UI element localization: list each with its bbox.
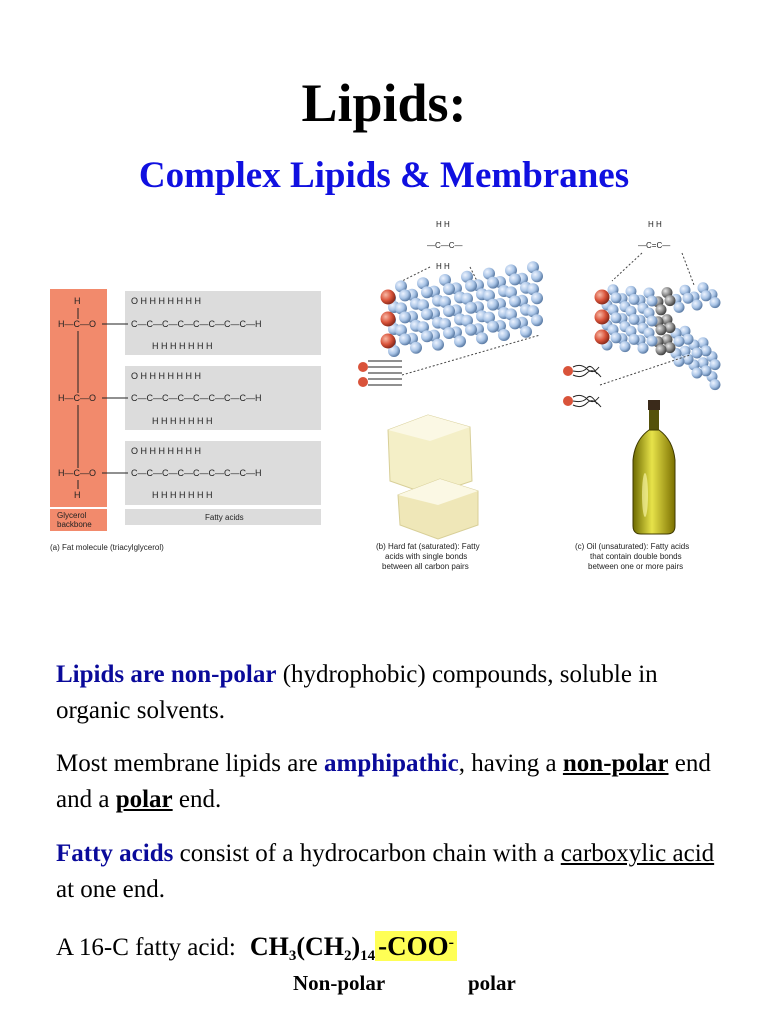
lipid-figure (0, 205, 768, 585)
caption-b-1: (b) Hard fat (saturated): Fatty (376, 542, 480, 551)
glycerol-row-1: H—C—O (58, 319, 96, 329)
carboxylic-acid-term: carboxylic acid (560, 840, 715, 867)
glycerol-row-3: H—C—O (58, 468, 96, 478)
bond-c-mid: —C=C— (638, 241, 671, 250)
fatty-acids-term: Fatty acids (56, 840, 174, 867)
p2-text-a: Most membrane lipids are (56, 750, 324, 777)
caption-b-2: acids with single bonds (385, 552, 468, 561)
paragraph-amphipathic (56, 746, 716, 818)
carboxylate-group: -COO- (375, 931, 457, 961)
bond-c-top: H H (648, 220, 662, 229)
fatty-acids-label: Fatty acids (205, 513, 244, 522)
bond-b-top: H H (436, 220, 450, 229)
chain1-h-row: H H H H H H H (152, 341, 213, 351)
hard-fat-block-icon (388, 415, 478, 539)
paragraph-nonpolar (56, 657, 716, 729)
nonpolar-term: non-polar (562, 750, 669, 777)
formula-label: A 16-C fatty acid: (56, 934, 236, 961)
lipid-figure-svg (0, 205, 768, 585)
caption-a: (a) Fat molecule (triacylglycerol) (50, 543, 164, 552)
formula-chain: $CH_3(CH_2)_{14}$ (249, 932, 376, 964)
page-title: Lipids: (301, 73, 467, 133)
glycerol-label-1: Glycerol (57, 511, 87, 520)
p3-text-a: consist of a hydrocarbon chain with a (173, 840, 561, 867)
glycerol-bottom-h: H (74, 490, 81, 500)
oil-bottle-icon (633, 400, 675, 534)
chain2-c-row: C—C—C—C—C—C—C—C—H (131, 393, 262, 403)
page-subtitle: Complex Lipids & Membranes (138, 155, 630, 196)
chain3-o-row: O H H H H H H H (131, 446, 202, 456)
p2-text-b: , having a (458, 750, 563, 777)
chain1-o-row: O H H H H H H H (131, 296, 202, 306)
caption-c-1: (c) Oil (unsaturated): Fatty acids (575, 542, 690, 551)
chain3-h-row: H H H H H H H (152, 490, 213, 500)
bond-b-mid: —C—C— (427, 241, 463, 250)
unsaturated-membrane-model (595, 282, 721, 390)
saturated-membrane-model (381, 261, 544, 357)
glycerol-top-h: H (74, 296, 81, 306)
bond-b-bot: H H (436, 262, 450, 271)
fatty-acid-formula (56, 926, 457, 968)
unsaturated-schematic-icons (563, 355, 690, 407)
caption-c-2: that contain double bonds (590, 552, 682, 561)
caption-b-3: between all carbon pairs (382, 562, 469, 571)
p2-text-c: end and a (56, 750, 711, 813)
amphipathic-term: amphipathic (324, 750, 459, 777)
p3-text-b: at one end. (56, 876, 165, 903)
chain2-o-row: O H H H H H H H (131, 371, 202, 381)
p1-text: (hydrophobic) compounds, soluble in organic solvents. (56, 661, 658, 724)
p2-text-d: end. (172, 786, 222, 813)
glycerol-label-2: backbone (57, 520, 92, 529)
lipids-nonpolar-term: Lipids are non-polar (56, 661, 277, 688)
nonpolar-label: Non-polar (293, 971, 386, 995)
glycerol-row-2: H—C—O (58, 393, 96, 403)
caption-c-3: between one or more pairs (588, 562, 684, 571)
polar-label: polar (468, 971, 516, 995)
chain2-h-row: H H H H H H H (152, 416, 213, 426)
polar-term: polar (115, 786, 173, 813)
chain1-c-row: C—C—C—C—C—C—C—C—H (131, 319, 262, 329)
chain3-c-row: C—C—C—C—C—C—C—C—H (131, 468, 262, 478)
paragraph-fatty-acids (56, 836, 716, 908)
